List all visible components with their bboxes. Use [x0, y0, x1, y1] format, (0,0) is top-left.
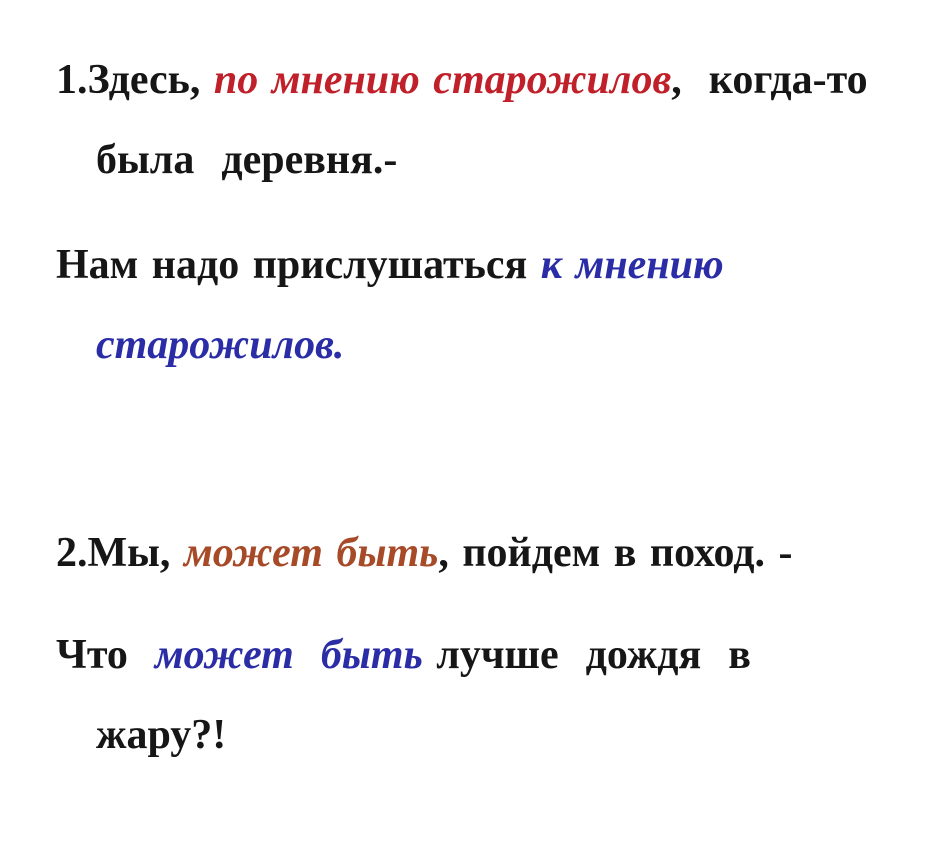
sentence-1-suffix-text: , когда-то [671, 57, 868, 103]
sentence-1 [56, 40, 914, 200]
phrase-blue-k-mneniyu: к мнению [540, 242, 724, 288]
sentence-2-line-1 [56, 225, 914, 305]
sentence-2-prefix-text: Нам надо прислушаться [56, 242, 541, 288]
sentence-3-suffix-text: , пойдем в поход. - [438, 530, 793, 576]
sentence-1-line-2 [56, 120, 914, 200]
phrase-blue-starozhilov: старожилов. [96, 322, 345, 368]
sentence-3-prefix-text: 2.Мы, [56, 530, 184, 576]
sentence-2 [56, 225, 914, 385]
phrase-blue-mozhet-byt: может быть [154, 632, 423, 678]
sentence-2-line-2 [56, 305, 914, 385]
sentence-4-line-2 [56, 695, 914, 775]
sentence-3-line-1 [56, 513, 914, 593]
sentence-1-prefix-text: 1.Здесь, [56, 57, 214, 103]
sentence-3 [56, 513, 914, 593]
sentence-4-line-1 [56, 615, 914, 695]
sentence-4-suffix-text: лучше дождя в [422, 632, 751, 678]
introductory-phrase-red: по мнению старожилов [213, 57, 672, 103]
introductory-phrase-terracotta: может быть [183, 530, 439, 576]
sentence-1-continuation-text: была деревня.- [96, 137, 398, 183]
sentence-4 [56, 615, 914, 775]
sentence-4-prefix-text: Что [56, 632, 155, 678]
sentence-4-continuation-text: жару?! [96, 712, 227, 758]
sentence-1-line-1 [56, 40, 914, 120]
